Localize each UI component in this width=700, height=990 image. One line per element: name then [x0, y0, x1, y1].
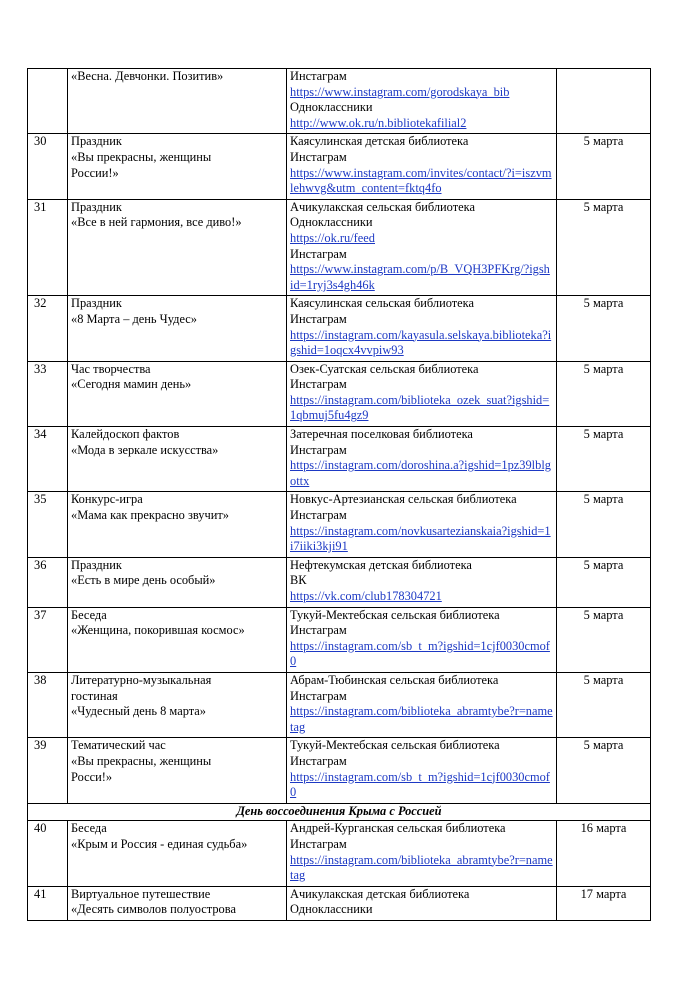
- event-line: Праздник: [71, 134, 122, 149]
- event-date: 5 марта: [557, 427, 651, 492]
- venue-line: Инстаграм: [290, 688, 347, 703]
- venue-line: Нефтекумская детская библиотека: [290, 557, 472, 572]
- social-link[interactable]: https://instagram.com/novkusartezianskaia?igshid=1i7iiki3kji91: [290, 523, 551, 554]
- venue-line: Ачикулакская сельская библиотека: [290, 199, 475, 214]
- table-row: [28, 557, 651, 607]
- venue-line: Инстаграм: [290, 246, 347, 261]
- row-number: 34: [28, 427, 68, 492]
- social-link[interactable]: https://instagram.com/biblioteka_abramtybe?r=nametag: [290, 852, 553, 883]
- table-row: [28, 886, 651, 920]
- row-number: 38: [28, 672, 68, 737]
- table-row: [28, 361, 651, 426]
- venue-line: Инстаграм: [290, 377, 347, 392]
- event-line: «Есть в мире день особый»: [71, 573, 216, 588]
- venue-line: Инстаграм: [290, 149, 347, 164]
- section-title: День воссоединения Крыма с Россией: [28, 803, 651, 821]
- venue-line: Одноклассники: [290, 215, 373, 230]
- event-date: 5 марта: [557, 672, 651, 737]
- venue-line: Инстаграм: [290, 442, 347, 457]
- venue-line: Тукуй-Мектебская сельская библиотека: [290, 607, 500, 622]
- table-row: [28, 296, 651, 361]
- event-cell: [68, 361, 287, 426]
- venue-line: Новкус-Артезианская сельская библиотека: [290, 492, 517, 507]
- event-cell: [68, 69, 287, 134]
- event-line: Тематический час: [71, 738, 166, 753]
- table-row: [28, 738, 651, 803]
- venue-line: ВК: [290, 573, 307, 588]
- social-link[interactable]: https://instagram.com/sb_t_m?igshid=1cjf0030cmof0: [290, 638, 550, 669]
- event-line: «Вы прекрасны, женщины: [71, 149, 212, 164]
- venue-cell: [287, 134, 557, 199]
- venue-cell: [287, 296, 557, 361]
- table-row: [28, 821, 651, 886]
- venue-line: Каясулинская детская библиотека: [290, 134, 469, 149]
- venue-line: Одноклассники: [290, 100, 373, 115]
- event-line: Литературно-музыкальная: [71, 672, 212, 687]
- event-line: Беседа: [71, 821, 107, 836]
- event-date: 5 марта: [557, 199, 651, 296]
- table-row: [28, 492, 651, 557]
- venue-line: Каясулинская сельская библиотека: [290, 296, 474, 311]
- event-line: Праздник: [71, 199, 122, 214]
- venue-line: Ачикулакская детская библиотека: [290, 886, 470, 901]
- row-number: 41: [28, 886, 68, 920]
- event-line: Праздник: [71, 557, 122, 572]
- venue-line: Тукуй-Мектебская сельская библиотека: [290, 738, 500, 753]
- venue-cell: [287, 492, 557, 557]
- venue-line: Инстаграм: [290, 836, 347, 851]
- event-line: Час творчества: [71, 361, 151, 376]
- event-line: «Мода в зеркале искусства»: [71, 442, 219, 457]
- event-line: Беседа: [71, 607, 107, 622]
- event-date: [557, 69, 651, 134]
- social-link[interactable]: https://ok.ru/feed: [290, 230, 375, 245]
- event-date: 5 марта: [557, 738, 651, 803]
- event-line: Росси!»: [71, 769, 113, 784]
- events-table: [27, 68, 651, 921]
- event-line: России!»: [71, 165, 119, 180]
- venue-cell: [287, 361, 557, 426]
- venue-line: Одноклассники: [290, 902, 373, 917]
- venue-cell: [287, 821, 557, 886]
- event-cell: [68, 821, 287, 886]
- venue-cell: [287, 607, 557, 672]
- venue-line: Абрам-Тюбинская сельская библиотека: [290, 672, 499, 687]
- social-link[interactable]: https://instagram.com/kayasula.selskaya.biblioteka?igshid=1oqcx4vvpiw93: [290, 327, 552, 358]
- event-line: «8 Марта – день Чудес»: [71, 311, 197, 326]
- venue-cell: [287, 886, 557, 920]
- event-line: Виртуальное путешествие: [71, 886, 211, 901]
- event-cell: [68, 557, 287, 607]
- event-date: 5 марта: [557, 296, 651, 361]
- event-cell: [68, 886, 287, 920]
- event-line: Конкурс-игра: [71, 492, 143, 507]
- event-line: «Весна. Девчонки. Позитив»: [71, 69, 224, 83]
- venue-line: Инстаграм: [290, 69, 347, 83]
- row-number: 30: [28, 134, 68, 199]
- row-number: 40: [28, 821, 68, 886]
- venue-line: Инстаграм: [290, 753, 347, 768]
- table-row: [28, 199, 651, 296]
- event-line: «Все в ней гармония, все диво!»: [71, 215, 242, 230]
- table-row: [28, 134, 651, 199]
- event-cell: [68, 427, 287, 492]
- venue-cell: [287, 427, 557, 492]
- social-link[interactable]: https://www.instagram.com/gorodskaya_bib: [290, 84, 510, 99]
- row-number: 36: [28, 557, 68, 607]
- event-date: 5 марта: [557, 607, 651, 672]
- social-link[interactable]: https://instagram.com/sb_t_m?igshid=1cjf0030cmof0: [290, 769, 550, 800]
- event-cell: [68, 134, 287, 199]
- row-number: [28, 69, 68, 134]
- venue-cell: [287, 672, 557, 737]
- row-number: 31: [28, 199, 68, 296]
- row-number: 35: [28, 492, 68, 557]
- venue-line: Затеречная поселковая библиотека: [290, 427, 473, 442]
- social-link[interactable]: https://www.instagram.com/p/B_VQH3PFKrg/?igshid=1ryj3s4gh46k: [290, 262, 550, 292]
- row-number: 39: [28, 738, 68, 803]
- event-cell: [68, 296, 287, 361]
- table-row: [28, 672, 651, 737]
- social-link[interactable]: http://www.ok.ru/n.bibliotekafilial2: [290, 115, 467, 130]
- table-row: [28, 607, 651, 672]
- event-line: «Мама как прекрасно звучит»: [71, 508, 229, 523]
- event-date: 17 марта: [557, 886, 651, 920]
- section-header-row: [28, 803, 651, 821]
- row-number: 37: [28, 607, 68, 672]
- event-cell: [68, 738, 287, 803]
- event-date: 5 марта: [557, 557, 651, 607]
- event-cell: [68, 607, 287, 672]
- event-cell: [68, 672, 287, 737]
- row-number: 33: [28, 361, 68, 426]
- event-date: 16 марта: [557, 821, 651, 886]
- event-line: Праздник: [71, 296, 122, 311]
- venue-line: Инстаграм: [290, 623, 347, 638]
- social-link[interactable]: https://instagram.com/biblioteka_abramtybe?r=nametag: [290, 704, 553, 734]
- event-cell: [68, 199, 287, 296]
- social-link[interactable]: https://vk.com/club178304721: [290, 589, 442, 603]
- event-line: Калейдоскоп фактов: [71, 427, 180, 442]
- social-link[interactable]: https://instagram.com/biblioteka_ozek_suat?igshid=1qbmuj5fu4gz9: [290, 392, 550, 423]
- event-line: «Чудесный день 8 марта»: [71, 704, 206, 719]
- table-row: [28, 69, 651, 134]
- venue-cell: [287, 69, 557, 134]
- event-line: «Сегодня мамин день»: [71, 377, 192, 392]
- row-number: 32: [28, 296, 68, 361]
- venue-line: Озек-Суатская сельская библиотека: [290, 361, 479, 376]
- table-row: [28, 427, 651, 492]
- event-date: 5 марта: [557, 361, 651, 426]
- event-line: гостиная: [71, 688, 118, 703]
- event-line: «Крым и Россия - единая судьба»: [71, 836, 248, 851]
- event-date: 5 марта: [557, 134, 651, 199]
- venue-cell: [287, 199, 557, 296]
- events-table-body: [28, 69, 651, 921]
- social-link[interactable]: https://www.instagram.com/invites/contact/?i=iszvmlehwvg&utm_content=fktq4fo: [290, 165, 552, 196]
- venue-line: Андрей-Курганская сельская библиотека: [290, 821, 506, 836]
- venue-cell: [287, 557, 557, 607]
- event-line: «Десять символов полуострова: [71, 902, 236, 917]
- event-line: «Женщина, покорившая космос»: [71, 623, 245, 638]
- venue-line: Инстаграм: [290, 508, 347, 523]
- event-line: «Вы прекрасны, женщины: [71, 753, 212, 768]
- venue-line: Инстаграм: [290, 311, 347, 326]
- venue-cell: [287, 738, 557, 803]
- social-link[interactable]: https://instagram.com/doroshina.a?igshid=1pz39lblgottx: [290, 458, 551, 488]
- event-cell: [68, 492, 287, 557]
- event-date: 5 марта: [557, 492, 651, 557]
